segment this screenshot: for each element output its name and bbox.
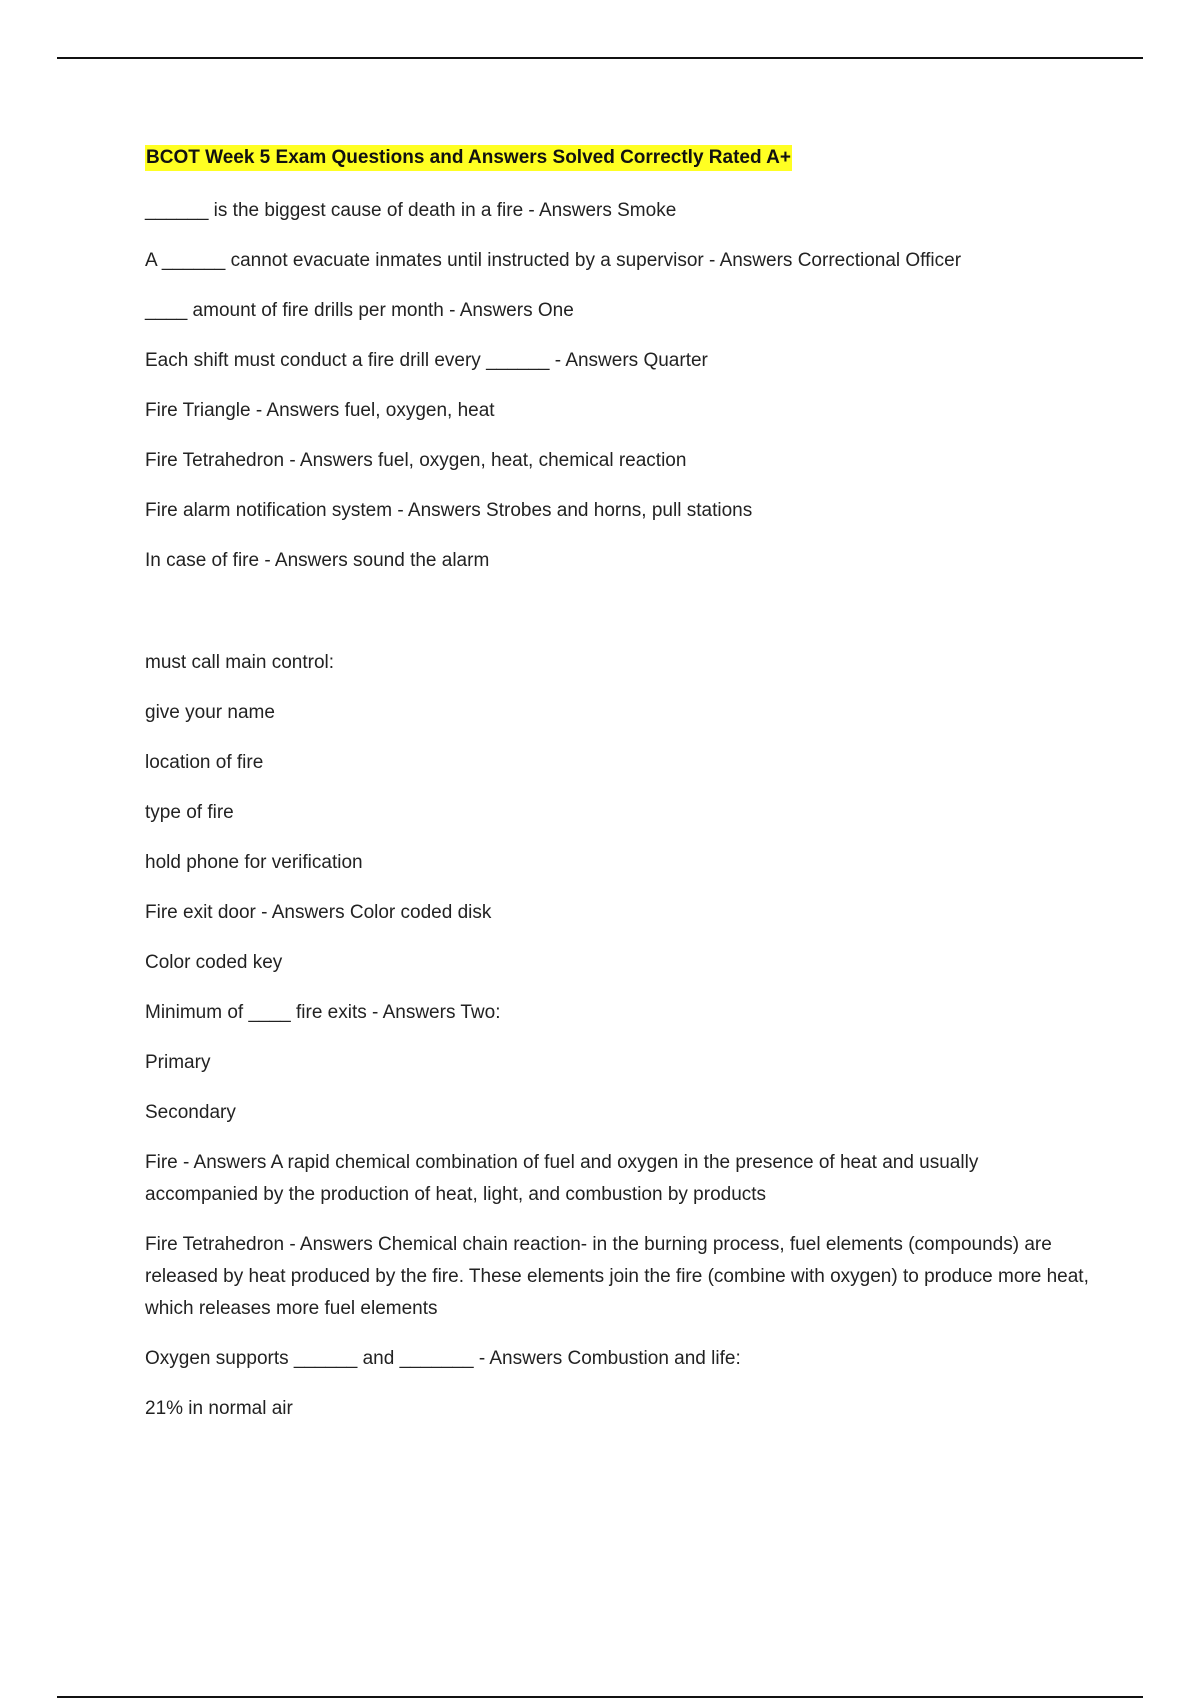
document-title: BCOT Week 5 Exam Questions and Answers Solved Correctly Rated A+ — [145, 145, 792, 171]
qa-line: hold phone for verification — [145, 852, 363, 873]
qa-line: location of fire — [145, 752, 264, 773]
qa-line: A ______ cannot evacuate inmates until instructed by a supervisor - Answers Correctional Officer — [145, 250, 962, 271]
qa-line: Fire Tetrahedron - Answers fuel, oxygen, heat, chemical reaction — [145, 450, 687, 471]
qa-line: Each shift must conduct a fire drill every ______ - Answers Quarter — [145, 350, 708, 371]
qa-line: Fire Tetrahedron - Answers Chemical chain reaction- in the burning process, fuel elements (compounds) are released by heat produced by the fire. These elements join the fire (combine with oxygen) to produce more heat, which releases more fuel elements — [145, 1234, 1089, 1319]
qa-line: Fire Triangle - Answers fuel, oxygen, heat — [145, 400, 495, 421]
qa-line: In case of fire - Answers sound the alarm — [145, 550, 490, 571]
qa-line: Fire exit door - Answers Color coded disk — [145, 902, 492, 923]
qa-group-1 — [145, 195, 1090, 577]
qa-line: ____ amount of fire drills per month - Answers One — [145, 300, 574, 321]
qa-line: Minimum of ____ fire exits - Answers Two: — [145, 1002, 501, 1023]
qa-line: Fire - Answers A rapid chemical combination of fuel and oxygen in the presence of heat and usually accompanied by the production of heat, light, and combustion by products — [145, 1152, 979, 1205]
qa-line: Oxygen supports ______ and _______ - Answers Combustion and life: — [145, 1348, 741, 1369]
qa-line: Fire alarm notification system - Answers Strobes and horns, pull stations — [145, 500, 753, 521]
qa-line: must call main control: — [145, 652, 335, 673]
qa-line: 21% in normal air — [145, 1398, 293, 1419]
qa-line: type of fire — [145, 802, 234, 823]
footer-rule — [57, 1696, 1143, 1698]
qa-line: Color coded key — [145, 952, 283, 973]
qa-line: Primary — [145, 1052, 211, 1073]
header-rule — [57, 57, 1143, 59]
qa-group-2 — [145, 647, 1090, 1425]
paragraph-gap — [145, 595, 1090, 647]
qa-line: give your name — [145, 702, 275, 723]
qa-line: Secondary — [145, 1102, 236, 1123]
document-body — [145, 145, 1090, 1443]
qa-line: ______ is the biggest cause of death in a fire - Answers Smoke — [145, 200, 677, 221]
